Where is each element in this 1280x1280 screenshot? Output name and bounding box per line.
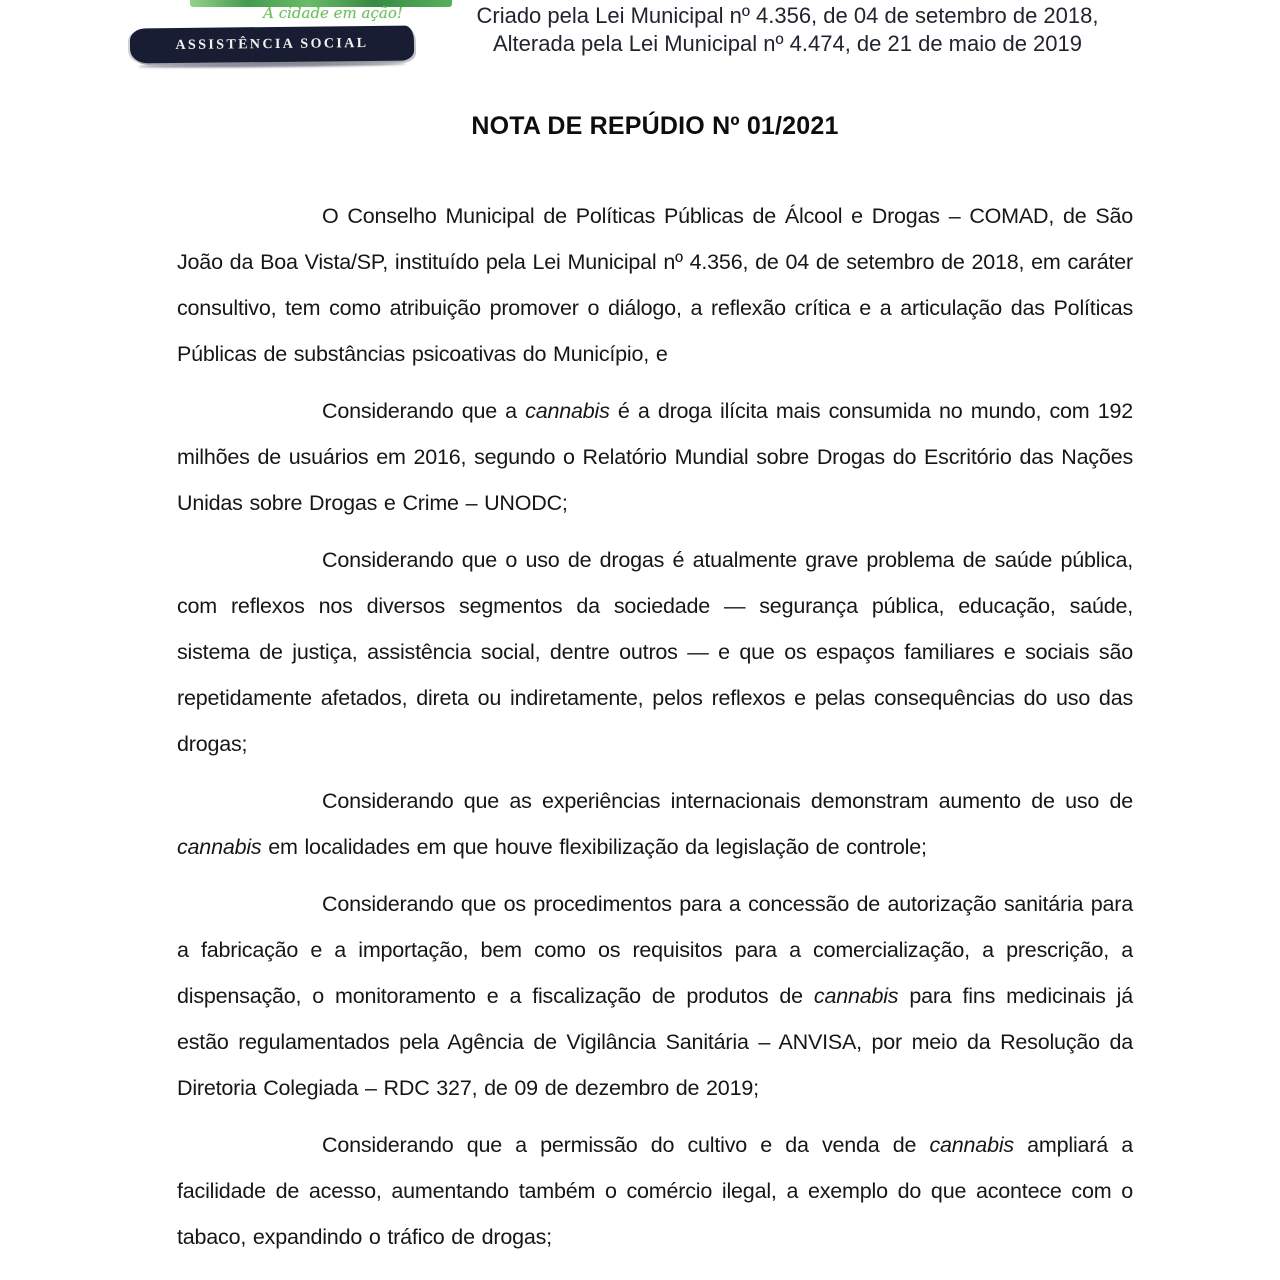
italic-term: cannabis [525, 399, 610, 423]
text-segment: Considerando que as experiências internacionais demonstram aumento de uso de [322, 789, 1133, 813]
assistencia-social-banner [130, 26, 414, 64]
paragraph [177, 193, 1133, 377]
text-segment: para fins medicinais já estão regulamentados pela Agência de Vigilância Sanitária – ANVISA, por meio da Resolução da Diretoria Colegiada – RDC 327, de 09 de dezembro de 2019; [177, 984, 1134, 1100]
text-segment: Considerando que a permissão do cultivo e da venda de [322, 1133, 930, 1157]
document-column [177, 112, 1133, 1271]
paragraph [177, 537, 1133, 767]
text-segment: em localidades em que houve flexibilização da legislação de controle; [261, 835, 927, 859]
text-segment: Considerando que o uso de drogas é atualmente grave problema de saúde pública, com reflexos nos diversos segmentos da sociedade — segurança pública, educação, saúde, sistema de justiça, assistência social, dentre outros — e que os espaços familiares e sociais são repetidamente afetados, direta ou indiretamente, pelos reflexos e pelas consequências do uso das drogas; [177, 548, 1133, 756]
logo-tagline: A cidade em ação! [263, 4, 403, 22]
text-segment: é a droga ilícita mais consumida no mundo, com 192 milhões de usuários em 2016, segundo o Relatório Mundial sobre Drogas do Escritório das Nações Unidas sobre Drogas e Crime – UNODC; [177, 399, 1134, 515]
text-segment: Considerando que a [322, 399, 526, 423]
letterhead-law-line-2: Alterada pela Lei Municipal nº 4.474, de 21 de maio de 2019 [492, 31, 1082, 56]
text-segment: O Conselho Municipal de Políticas Públicas de Álcool e Drogas – COMAD, de São João da Boa Vista/SP, instituído pela Lei Municipal nº 4.356, de 04 de setembro de 2018, em caráter consultivo, tem como atribuição promover o diálogo, a reflexão crítica e a articulação das Políticas Públicas de substâncias psicoativas do Município, e [177, 204, 1133, 366]
text-segment: Considerando que os procedimentos para a concessão de autorização sanitária para a fabricação e a importação, bem como os requisitos para a comercialização, a prescrição, a dispensação, o monitoramento e a fiscalização de produtos de [177, 892, 1133, 1008]
letterhead-law-lines [455, 2, 1120, 58]
letterhead-law-line-1: Criado pela Lei Municipal nº 4.356, de 04 de setembro de 2018, [476, 3, 1099, 28]
italic-term: cannabis [177, 835, 262, 859]
document-title: NOTA DE REPÚDIO Nº 01/2021 [471, 112, 839, 140]
paragraph [177, 388, 1133, 526]
paragraph [177, 778, 1133, 870]
text-segment: ampliará a facilidade de acesso, aumentando também o comércio ilegal, a exemplo do que acontece com o tabaco, expandindo o tráfico de drogas; [177, 1133, 1133, 1249]
assistencia-social-banner-label: ASSISTÊNCIA SOCIAL [175, 35, 369, 53]
paragraph [177, 1122, 1133, 1260]
document-body [177, 193, 1133, 1260]
italic-term: cannabis [929, 1133, 1014, 1157]
italic-term: cannabis [813, 984, 899, 1008]
paragraph [177, 881, 1133, 1111]
